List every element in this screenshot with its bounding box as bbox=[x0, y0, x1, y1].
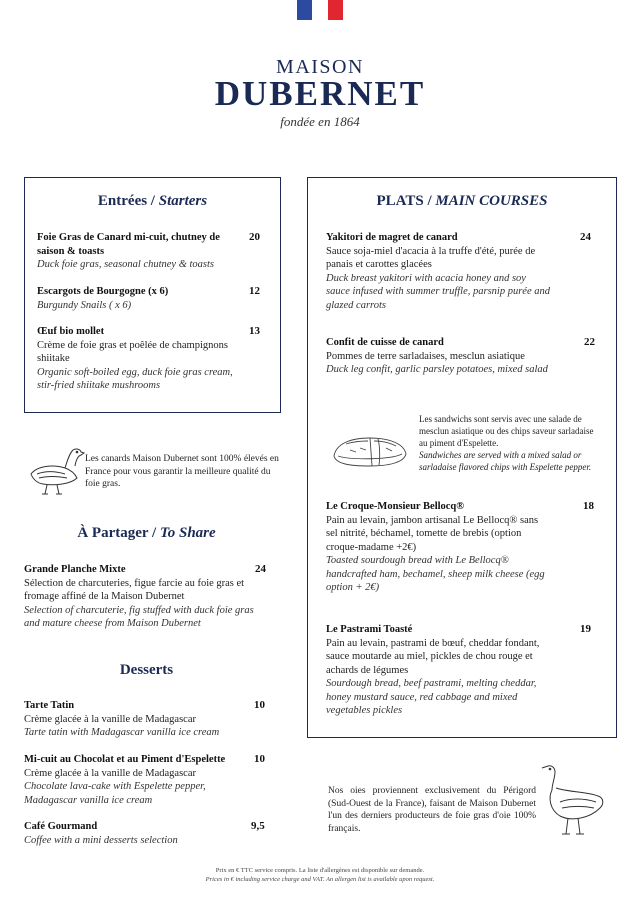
menu-item: Mi-cuit au Chocolat et au Piment d'Espelette Crème glacée à la vanille de Madagascar Chocolate lava-cake with Espelette pepper, Madagascar vanilla ice cream bbox=[24, 754, 226, 806]
footer-note: Prix en € TTC service compris. La liste d'allergènes est disponible sur demande. Prices in € including service charge and VAT. An allergen list is available upon request. bbox=[205, 867, 435, 883]
menu-item: Confit de cuisse de canard Pommes de terre sarladaises, mesclun asiatique Duck leg confit, garlic parsley potatoes, mixed salad bbox=[326, 337, 548, 375]
menu-item: Le Croque-Monsieur Bellocq® Pain au levain, jambon artisanal Le Bellocq® sans sel nitrité, béchamel, tomette de brebis (option croque-madame +2€) Toasted sourdough bread with Le Bellocq® handcrafted ham, bechamel, sheep milk cheese (egg option + 2€) bbox=[326, 501, 545, 593]
mains-title: PLATS / MAIN COURSES bbox=[376, 193, 548, 209]
goose-illustration bbox=[538, 762, 608, 840]
french-flag bbox=[297, 0, 343, 20]
duck-illustration bbox=[27, 444, 85, 496]
item-price: 20 bbox=[249, 231, 260, 243]
item-price: 13 bbox=[249, 325, 260, 337]
item-price: 24 bbox=[255, 563, 266, 575]
brand-tagline: fondée en 1864 bbox=[280, 114, 360, 129]
flag-blue-stripe bbox=[297, 0, 312, 20]
starters-title: Entrées / Starters bbox=[97, 193, 208, 209]
item-price: 18 bbox=[583, 500, 594, 512]
menu-item: Foie Gras de Canard mi-cuit, chutney de saison & toasts Duck foie gras, seasonal chutney & toasts bbox=[37, 232, 220, 270]
share-title: À Partager / To Share bbox=[77, 525, 216, 541]
brand-prefix: MAISON bbox=[276, 56, 364, 78]
item-price: 9,5 bbox=[251, 820, 265, 832]
desserts-title: Desserts bbox=[119, 662, 174, 678]
brand-name: DUBERNET bbox=[214, 74, 426, 113]
flag-red-stripe bbox=[328, 0, 343, 20]
flag-white-stripe bbox=[312, 0, 327, 20]
menu-item: Café Gourmand Coffee with a mini desserts selection bbox=[24, 821, 178, 846]
item-price: 10 bbox=[254, 753, 265, 765]
menu-item: Grande Planche Mixte Sélection de charcuteries, figue farcie au foie gras et fromage affiné de la Maison Dubernet Selection of charcuterie, fig stuffed with duck foie gras and mature cheese from Maison Dubernet bbox=[24, 564, 254, 629]
sandwich-side-note: Les sandwichs sont servis avec une salade de mesclun asiatique ou des chips saveur sarladaise au piment d'Espelette. Sandwiches are served with a mixed salad or sarladaise flavored chips with Espelette pepper. bbox=[419, 414, 594, 472]
item-price: 24 bbox=[580, 231, 591, 243]
menu-item: Escargots de Bourgogne (x 6) Burgundy Snails ( x 6) bbox=[37, 286, 169, 311]
item-price: 22 bbox=[584, 336, 595, 348]
item-price: 12 bbox=[249, 285, 260, 297]
menu-item: Le Pastrami Toasté Pain au levain, pastrami de bœuf, cheddar fondant, sauce moutarde au miel, pickles de chou rouge et achards de légumes Sourdough bread, beef pastrami, melting cheddar, honey mustard sauce, red cabbage and mixed vegetables pickles bbox=[326, 624, 540, 716]
item-price: 19 bbox=[580, 623, 591, 635]
menu-item: Œuf bio mollet Crème de foie gras et poêlée de champignons shiitake Organic soft-boiled egg, duck foie gras cream, stir-fried shiitake mushrooms bbox=[37, 326, 233, 391]
duck-origin-note: Les canards Maison Dubernet sont 100% élevés en France pour vous garantir la meilleure qualité du foie gras. bbox=[85, 454, 279, 489]
sandwich-illustration bbox=[330, 432, 410, 472]
menu-item: Tarte Tatin Crème glacée à la vanille de Madagascar Tarte tatin with Madagascar vanilla ice cream bbox=[24, 700, 220, 738]
item-price: 10 bbox=[254, 699, 265, 711]
goose-origin-note: Nos oies proviennent exclusivement du Périgord (Sud-Ouest de la France), faisant de Maison Dubernet l'un des derniers producteurs de foie gras d'oie 100% français. bbox=[328, 786, 536, 834]
menu-item: Yakitori de magret de canard Sauce soja-miel d'acacia à la truffe d'été, purée de panais et carottes glacées Duck breast yakitori with acacia honey and soy sauce infused with summer truffle, parsnip purée and glazed carrots bbox=[326, 232, 550, 311]
